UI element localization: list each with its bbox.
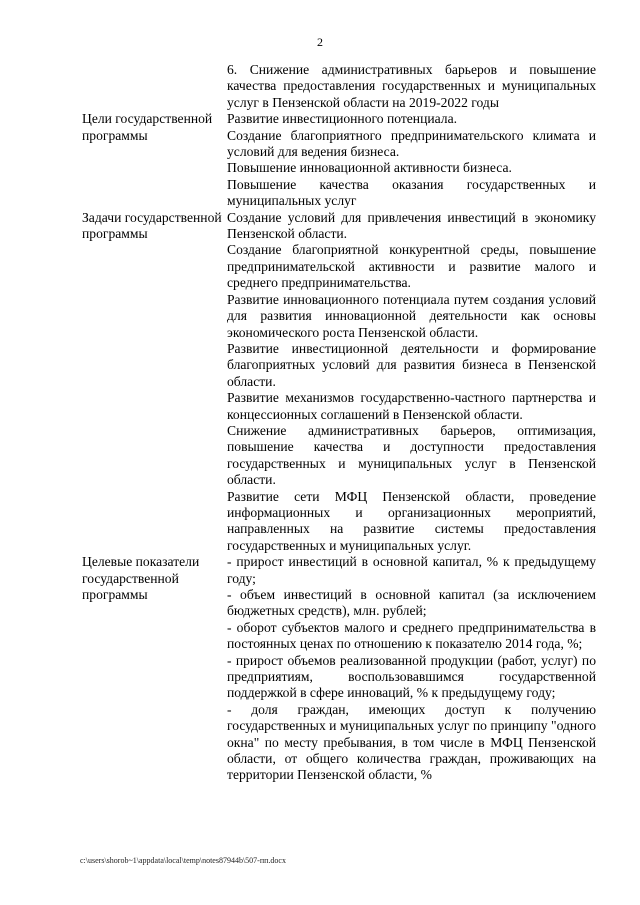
goal-paragraph: Развитие инвестиционного потенциала.: [227, 111, 457, 127]
indicator-paragraph: - прирост инвестиций в основной капитал, % к предыдущему году;: [227, 554, 596, 586]
section-tasks: [82, 210, 596, 555]
section-goals-body: [227, 111, 596, 209]
intro-row: [82, 62, 596, 111]
page-number: 2: [317, 35, 323, 49]
task-paragraph: Создание условий для привлечения инвестиций в экономику Пензенской области.: [227, 209, 596, 242]
indicator-paragraph: - оборот субъектов малого и среднего предпринимательства в постоянных ценах по отношению к показателю 2014 года, %;: [227, 619, 596, 652]
section-tasks-label: Задачи государственной программы: [82, 209, 222, 242]
section-indicators: [82, 554, 596, 784]
goal-paragraph: Повышение инновационной активности бизнеса.: [227, 160, 512, 176]
section-indicators-body: [227, 554, 596, 784]
section-tasks-body: [227, 210, 596, 555]
task-paragraph: Создание благоприятной конкурентной среды, повышение предпринимательской активности и развитие малого и среднего предпринимательства.: [227, 242, 596, 291]
task-paragraph: Развитие инвестиционной деятельности и формирование благоприятных условий для развития бизнеса в Пензенской области.: [227, 340, 596, 389]
section-goals: [82, 111, 596, 209]
indicator-paragraph: - прирост объемов реализованной продукции (работ, услуг) по предприятиям, воспользовавшимся государственной поддержкой в сфере инноваций, % к предыдущему году;: [227, 652, 596, 701]
goal-paragraph: Создание благоприятного предпринимательского климата и условий для ведения бизнеса.: [227, 127, 596, 160]
task-paragraph: Развитие сети МФЦ Пензенской области, проведение информационных и организационных мероприятий, направленных на развитие системы предоставления государственных и муниципальных услуг.: [227, 488, 596, 553]
section-indicators-label: Целевые показатели государственной программы: [82, 554, 200, 602]
task-paragraph: Развитие инновационного потенциала путем создания условий для развития инновационной деятельности как основы экономического роста Пензенской области.: [227, 291, 596, 340]
task-paragraph: Развитие механизмов государственно-частного партнерства и концессионных соглашений в Пензенской области.: [227, 390, 596, 422]
indicator-paragraph: - доля граждан, имеющих доступ к получению государственных и муниципальных услуг по принципу "одного окна" по месту пребывания, в том числе в МФЦ Пензенской области, от общего количества граждан, проживающих на территории Пензенской области, %: [227, 701, 596, 783]
section-goals-label: Цели государственной программы: [82, 111, 213, 143]
indicator-paragraph: - объем инвестиций в основной капитал (за исключением бюджетных средств), млн. рублей;: [227, 587, 596, 619]
footer-file-path: c:\users\shorob~1\appdata\local\temp\notes87944b\507-пп.docx: [80, 856, 286, 865]
task-paragraph: Снижение административных барьеров, оптимизация, повышение качества и доступности предоставления государственных и муниципальных услуг в Пензенской области.: [227, 422, 596, 488]
goal-paragraph: Повышение качества оказания государственных и муниципальных услуг: [227, 176, 596, 209]
intro-item: 6. Снижение административных барьеров и повышение качества предоставления государственных и муниципальных услуг в Пензенской области на 2019-2022 годы: [227, 62, 596, 110]
program-passport-table: [82, 62, 596, 784]
intro-label-cell: [82, 62, 227, 111]
